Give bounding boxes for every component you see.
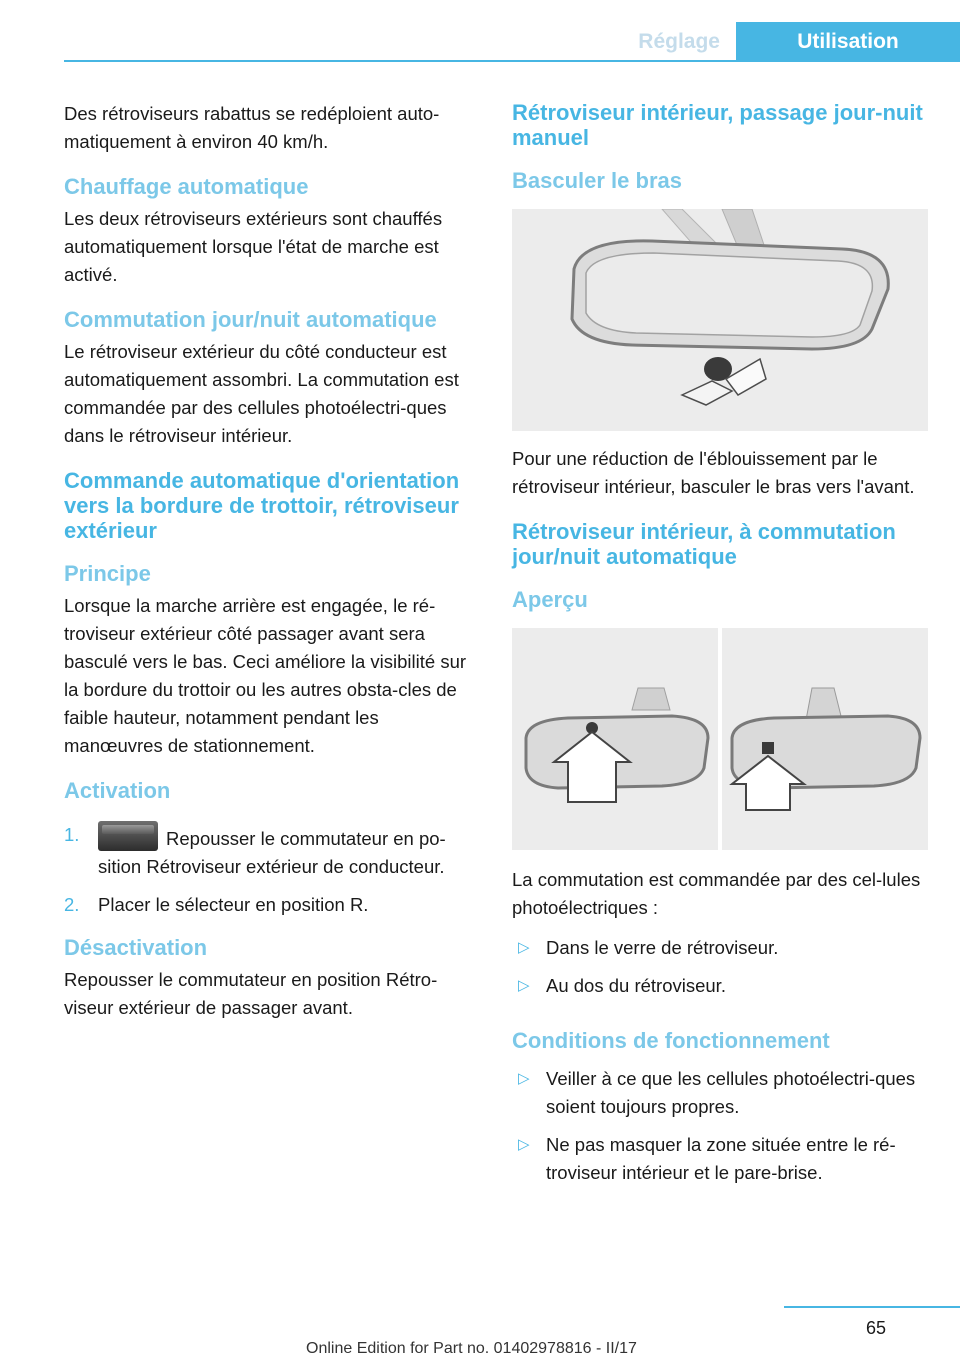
apercu-bullets bbox=[512, 934, 928, 1000]
activation-steps bbox=[64, 821, 480, 919]
step-1 bbox=[64, 821, 480, 881]
mirror-switch-icon bbox=[98, 821, 158, 851]
list-item: ▷ Ne pas masquer la zone située entre le ré-troviseur intérieur et le pare-brise. bbox=[512, 1131, 928, 1187]
list-item: ▷ Au dos du rétroviseur. bbox=[512, 972, 928, 1000]
page-header bbox=[0, 0, 960, 62]
desactivation-text: Repousser le commutateur en position Rétro-viseur extérieur de passager avant. bbox=[64, 969, 438, 1018]
step-text: Repousser le commutateur en po-sition Rétroviseur extérieur de conducteur. bbox=[98, 828, 446, 877]
step-2 bbox=[64, 891, 480, 919]
right-column bbox=[512, 100, 928, 1197]
chauffage-heading: Chauffage automatique bbox=[64, 174, 309, 199]
conditions-bullets bbox=[512, 1065, 928, 1187]
basculer-heading: Basculer le bras bbox=[512, 168, 682, 193]
mirror-auto-illustration bbox=[512, 628, 928, 850]
intro-text: Des rétroviseurs rabattus se redéploient auto-matiquement à environ 40 km/h. bbox=[64, 103, 440, 152]
basculer-text: Pour une réduction de l'éblouissement par le rétroviseur intérieur, basculer le bras vers l'avant. bbox=[512, 448, 915, 497]
commutation-text: Le rétroviseur extérieur du côté conducteur est automatiquement assombri. La commutation est commandée par des cellules photoélectri-ques dans le rétroviseur intérieur. bbox=[64, 341, 459, 446]
edition-footer: Online Edition for Part no. 01402978816 - II/17 bbox=[306, 1340, 637, 1357]
principe-heading: Principe bbox=[64, 561, 151, 586]
list-item: ▷ Dans le verre de rétroviseur. bbox=[512, 934, 928, 962]
commutation-heading: Commutation jour/nuit automatique bbox=[64, 307, 437, 332]
tab-reglage[interactable]: Réglage bbox=[638, 30, 720, 53]
apercu-heading: Aperçu bbox=[512, 587, 588, 612]
left-column bbox=[64, 100, 480, 1022]
step-number: 1. bbox=[64, 824, 80, 845]
list-item: ▷ Veiller à ce que les cellules photoélectri-ques soient toujours propres. bbox=[512, 1065, 928, 1121]
conditions-heading: Conditions de fonctionnement bbox=[512, 1028, 830, 1053]
mirror-manual-illustration bbox=[512, 209, 928, 431]
auto-heading: Rétroviseur intérieur, à commutation jour/nuit automatique bbox=[512, 519, 896, 569]
triangle-bullet-icon: ▷ bbox=[518, 939, 530, 956]
footer-rule bbox=[784, 1306, 960, 1308]
step-text: Placer le sélecteur en position R. bbox=[98, 894, 369, 915]
page-number: 65 bbox=[866, 1318, 887, 1338]
header-rule bbox=[64, 60, 960, 62]
triangle-bullet-icon: ▷ bbox=[518, 1136, 530, 1153]
principe-text: Lorsque la marche arrière est engagée, le ré-troviseur extérieur côté passager avant sera basculé vers le bas. Ceci améliore la visibilité sur la bordure du trottoir ou les autres obsta-cles de faible hauteur, notamment pendant les manœuvres de stationnement. bbox=[64, 595, 467, 756]
commande-heading: Commande automatique d'orientation vers la bordure de trottoir, rétroviseur extérieur bbox=[64, 468, 460, 543]
manuel-heading: Rétroviseur intérieur, passage jour-nuit manuel bbox=[512, 100, 923, 150]
activation-heading: Activation bbox=[64, 778, 171, 803]
triangle-bullet-icon: ▷ bbox=[518, 977, 530, 994]
triangle-bullet-icon: ▷ bbox=[518, 1070, 530, 1087]
step-number: 2. bbox=[64, 894, 80, 915]
chauffage-text: Les deux rétroviseurs extérieurs sont chauffés automatiquement lorsque l'état de marche est activé. bbox=[64, 208, 443, 285]
apercu-text: La commutation est commandée par des cel-lules photoélectriques : bbox=[512, 869, 921, 918]
tab-utilisation[interactable]: Utilisation bbox=[736, 22, 960, 62]
desactivation-heading: Désactivation bbox=[64, 935, 208, 960]
